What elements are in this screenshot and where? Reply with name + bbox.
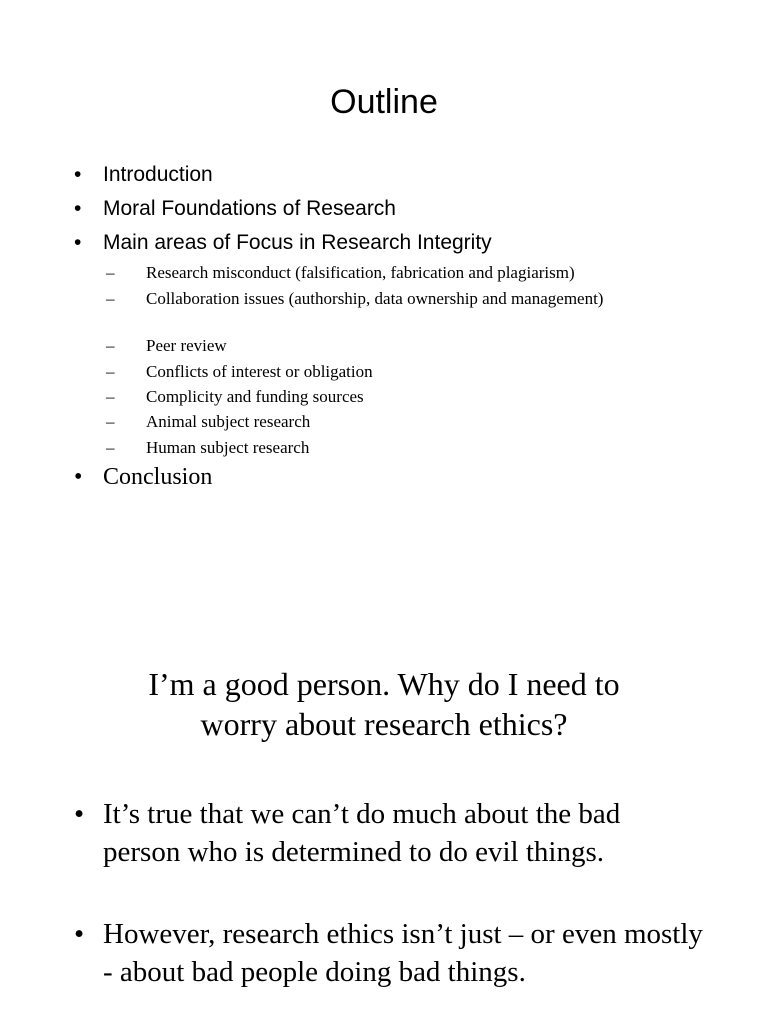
dash-marker: – [106, 289, 115, 308]
subitem-label: Peer review [146, 336, 227, 355]
subitem-label: Human subject research [146, 438, 310, 457]
subitem-label: Animal subject research [146, 412, 311, 431]
outline-item-label: Moral Foundations of Research [103, 197, 396, 220]
bullet-marker: • [74, 231, 82, 254]
dash-marker: – [106, 336, 115, 355]
bullet-marker: • [74, 918, 85, 950]
outline-item-label: Conclusion [103, 464, 213, 490]
slide-title [60, 664, 708, 744]
ethics-bullet-text: However, research ethics isn’t just – or even mostly - about bad people doing bad things. [103, 918, 703, 988]
dash-marker: – [106, 387, 115, 406]
slide-title-line: I’m a good person. Why do I need to [148, 666, 620, 702]
bullet-marker: • [74, 163, 82, 186]
subitem-label: Conflicts of interest or obligation [146, 362, 373, 381]
slide-title: Outline [330, 83, 438, 121]
bullet-marker: • [74, 464, 83, 490]
dash-marker: – [106, 412, 115, 431]
subitem-label: Collaboration issues (authorship, data ownership and management) [146, 289, 604, 308]
dash-marker: – [106, 362, 115, 381]
slide-title-line: worry about research ethics? [200, 706, 568, 742]
bullet-marker: • [74, 798, 85, 830]
ethics-bullet-text: It’s true that we can’t do much about the bad person who is determined to do evil things. [103, 798, 621, 868]
dash-marker: – [106, 438, 115, 457]
outline-item-label: Introduction [103, 163, 213, 186]
outline-item-label: Main areas of Focus in Research Integrity [103, 231, 492, 254]
bullet-marker: • [74, 197, 82, 220]
dash-marker: – [106, 263, 115, 282]
subitem-label: Research misconduct (falsification, fabrication and plagiarism) [146, 263, 575, 282]
subitem-label: Complicity and funding sources [146, 387, 364, 406]
